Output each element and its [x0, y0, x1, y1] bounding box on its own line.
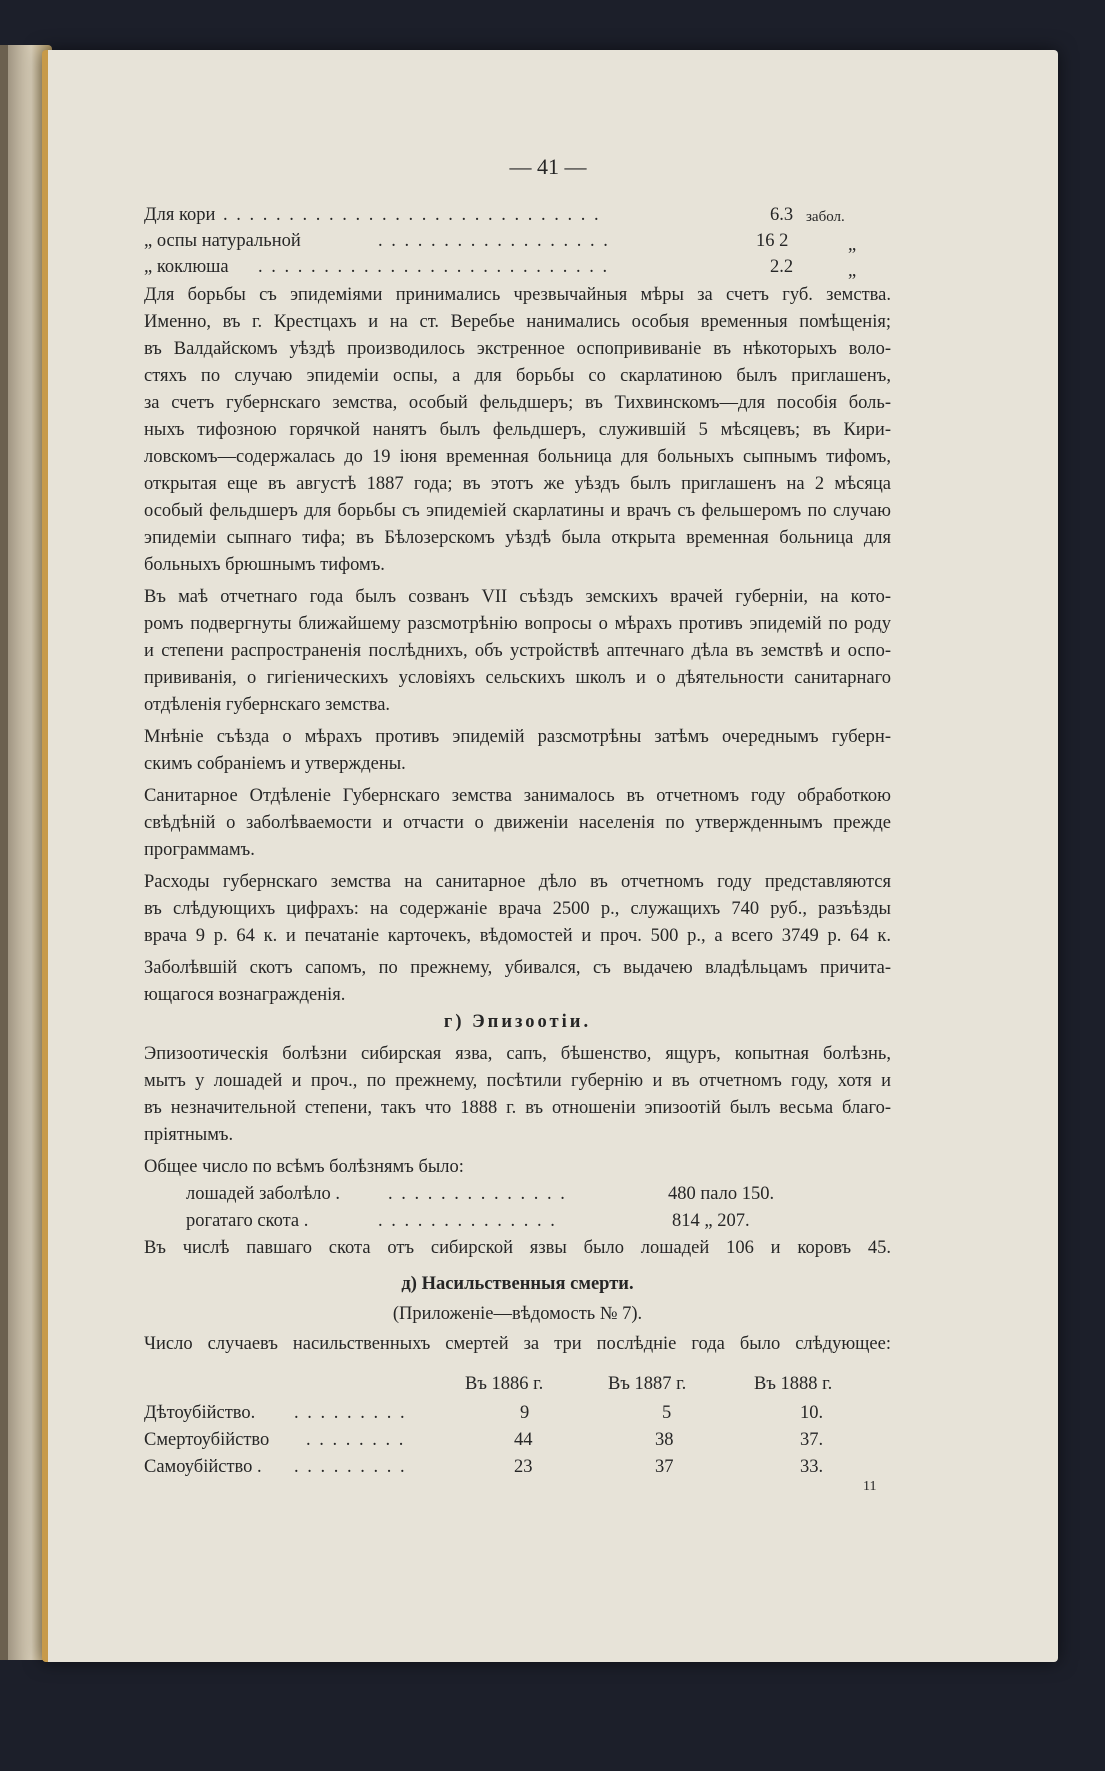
text-line: Въ маѣ отчетнаго года былъ созванъ VII съѣздъ земскихъ врачей губерніи, на кото- — [144, 587, 891, 607]
rate-row-unit: забол. — [806, 209, 845, 225]
text-line: Для борьбы съ эпидеміями принимались чрезвычайныя мѣры за счетъ губ. земства. — [144, 285, 891, 305]
table-row-label: Самоубійство . — [144, 1457, 262, 1477]
text-line: стяхъ по случаю эпидеміи оспы, а для борьбы со скарлатиною былъ приглашенъ, — [144, 366, 891, 386]
text-line: ловскомъ—содержалась до 19 іюня временная больница для больныхъ сыпнымъ тифомъ, — [144, 447, 891, 467]
livestock-intro: Общее число по всѣмъ болѣзнямъ было: — [144, 1157, 464, 1177]
text-line: ромъ подвергнуты ближайшему разсмотрѣнію вопросы о мѣрахъ противъ эпидемій по роду — [144, 614, 891, 634]
table-row-dots: . . . . . . . . — [306, 1430, 406, 1450]
table-row-dots: . . . . . . . . . — [294, 1457, 407, 1477]
table-header: Въ 1887 г. — [608, 1374, 687, 1394]
text-line: Именно, въ г. Крестцахъ и на ст. Веребье нанимались особыя временныя помѣщенія; — [144, 312, 891, 332]
text-line: въ слѣдующихъ цифрахъ: на содержаніе врача 2500 р., служащихъ 740 руб., разъѣзды — [144, 899, 891, 919]
table-cell: 5 — [662, 1403, 672, 1423]
text-line: Заболѣвшій скотъ сапомъ, по прежнему, убивался, съ выдачею владѣльцамъ причита- — [144, 958, 891, 978]
table-cell: 9 — [520, 1403, 530, 1423]
livestock-row-label: рогатаго скота . — [186, 1211, 309, 1231]
rate-row-unit: „ — [848, 261, 857, 281]
text-line: въ Валдайскомъ уѣздѣ производилось экстренное оспопрививаніе въ нѣкоторыхъ воло- — [144, 339, 891, 359]
table-row-dots: . . . . . . . . . — [294, 1403, 407, 1423]
rate-row-value: 16 2 — [756, 231, 789, 251]
section-subheading: (Приложеніе—вѣдомость № 7). — [392, 1304, 643, 1324]
anthrax-line: Въ числѣ павшаго скота отъ сибирской язвы было лошадей 106 и коровъ 45. — [144, 1238, 891, 1258]
table-row-label: Смертоубійство — [144, 1430, 270, 1450]
adjacent-page-binding — [0, 45, 8, 1660]
table-header: Въ 1886 г. — [465, 1374, 544, 1394]
text-line: ющагося вознагражденія. — [144, 985, 346, 1005]
text-line: эпидеміи сыпнаго тифа; въ Бѣлозерскомъ уѣздѣ была открыта временная больница для — [144, 528, 891, 548]
text-line: Эпизоотическія болѣзни сибирская язва, сапъ, бѣшенство, ящуръ, копытная болѣзнь, — [144, 1044, 891, 1064]
text-line: и степени распространенія послѣднихъ, объ устройствѣ аптечнаго дѣла въ земствѣ и оспо- — [144, 641, 891, 661]
text-line: Санитарное Отдѣленіе Губернскаго земства занималось въ отчетномъ году обработкою — [144, 786, 891, 806]
text-line: особый фельдшеръ для борьбы съ эпидеміей скарлатины и врачъ съ фельшеромъ по случаю — [144, 501, 891, 521]
text-line: въ незначительной степени, такъ что 1888 г. въ отношеніи эпизоотій былъ весьма благо- — [144, 1098, 891, 1118]
violent-intro: Число случаевъ насильственныхъ смертей за три послѣдніе года было слѣдующее: — [144, 1334, 891, 1354]
text-line: скимъ собраніемъ и утверждены. — [144, 754, 406, 774]
rate-row-unit: „ — [848, 235, 857, 255]
text-line: мытъ у лошадей и проч., по прежнему, посѣтили губернію и въ отчетномъ году, хотя и — [144, 1071, 891, 1091]
section-heading-violent-deaths: д) Насильственныя смерти. — [401, 1274, 634, 1294]
livestock-row-dots: . . . . . . . . . . . . . . — [388, 1184, 567, 1204]
table-row-label: Дѣтоубійство. — [144, 1403, 256, 1423]
text-line: больныхъ брюшнымъ тифомъ. — [144, 555, 385, 575]
section-heading-epizootics: г) Эпизоотіи. — [443, 1012, 592, 1032]
document-page — [42, 50, 1058, 1662]
livestock-row-value: 814 „ 207. — [672, 1211, 750, 1231]
table-cell: 37 — [655, 1457, 674, 1477]
page-number: — 41 — — [509, 154, 587, 179]
livestock-row-value: 480 пало 150. — [668, 1184, 775, 1204]
rate-row-dots: . . . . . . . . . . . . . . . . . . . . . . . . . . . . . — [223, 205, 601, 225]
text-line: свѣдѣній о заболѣваемости и отчасти о движеніи населенія по утвержденнымъ прежде — [144, 813, 891, 833]
rate-row-label: „ коклюша — [144, 257, 229, 277]
table-cell: 38 — [655, 1430, 674, 1450]
text-line: открытая еще въ августѣ 1887 года; въ этотъ же уѣздъ былъ приглашенъ на 2 мѣсяца — [144, 474, 891, 494]
table-cell: 37. — [800, 1430, 824, 1450]
table-cell: 10. — [800, 1403, 824, 1423]
livestock-row-label: лошадей заболѣло . — [186, 1184, 341, 1204]
rate-row-label: Для кори — [144, 205, 216, 225]
table-cell: 33. — [800, 1457, 824, 1477]
rate-row-value: 6.3 — [770, 205, 794, 225]
table-header: Въ 1888 г. — [754, 1374, 833, 1394]
text-line: ныхъ тифозною горячкой нанятъ былъ фельдшеръ, служившій 5 мѣсяцевъ; въ Кири- — [144, 420, 891, 440]
table-cell: 23 — [514, 1457, 533, 1477]
text-line: Расходы губернскаго земства на санитарное дѣло въ отчетномъ году представляются — [144, 872, 891, 892]
rate-row-label: „ оспы натуральной — [144, 231, 301, 251]
rate-row-value: 2.2 — [770, 257, 794, 277]
text-line: пріятнымъ. — [144, 1125, 234, 1145]
rate-row-dots: . . . . . . . . . . . . . . . . . . . . . . . . . . . — [258, 257, 610, 277]
text-line: Мнѣніе съѣзда о мѣрахъ противъ эпидемій разсмотрѣны затѣмъ очереднымъ губерн- — [144, 727, 891, 747]
signature-mark: 11 — [863, 1479, 877, 1494]
text-line: отдѣленія губернскаго земства. — [144, 695, 391, 715]
table-cell: 44 — [514, 1430, 533, 1450]
livestock-row-dots: . . . . . . . . . . . . . . — [378, 1211, 557, 1231]
rate-row-dots: . . . . . . . . . . . . . . . . . . — [378, 231, 610, 251]
text-line: прививанія, о гигіеническихъ условіяхъ сельскихъ школъ и о дѣятельности санитарнаго — [144, 668, 891, 688]
text-line: за счетъ губернскаго земства, особый фельдшеръ; въ Тихвинскомъ—для пособія боль- — [144, 393, 891, 413]
text-line: программамъ. — [144, 840, 255, 860]
text-line: врача 9 р. 64 к. и печатаніе карточекъ, вѣдомостей и проч. 500 р., а всего 3749 р. 64 к. — [144, 926, 891, 946]
